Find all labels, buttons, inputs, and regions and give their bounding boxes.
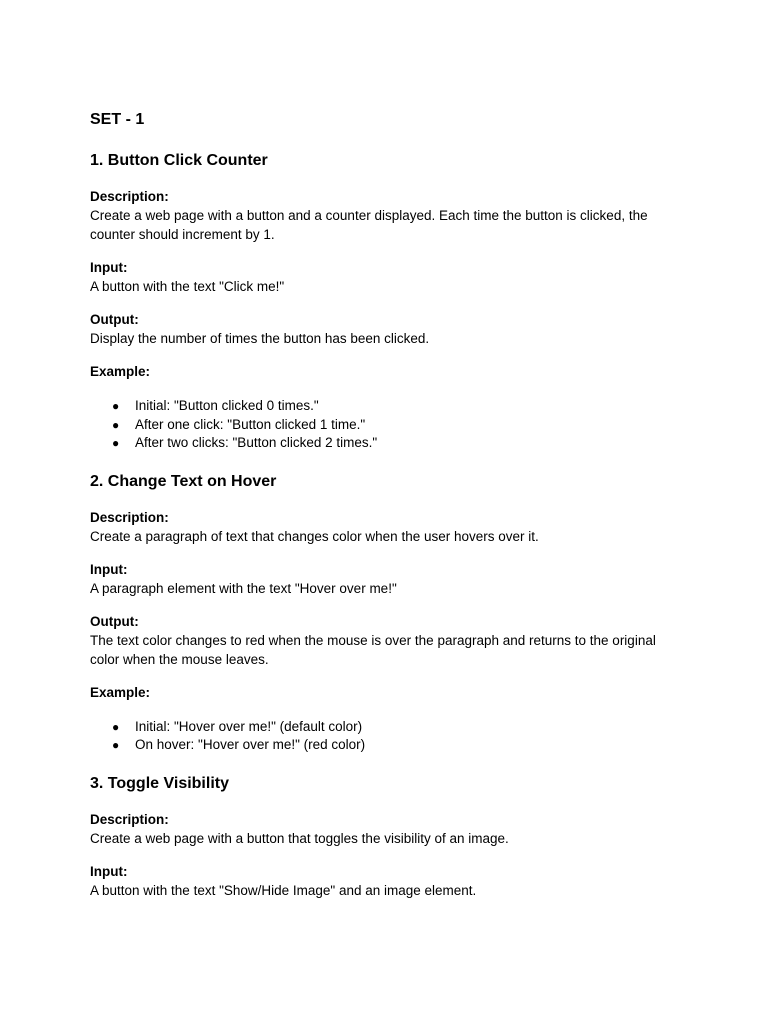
section-title: 3. Toggle Visibility	[90, 774, 229, 792]
section-title: 1. Button Click Counter	[90, 152, 268, 169]
output-text: Display the number of times the button has been clicked.	[90, 331, 430, 346]
input-text: A button with the text "Click me!"	[90, 279, 285, 294]
output-label: Output:	[90, 312, 139, 327]
section-title: 2. Change Text on Hover	[90, 472, 277, 490]
document-page	[90, 110, 680, 900]
output-text: The text color changes to red when the mouse is over the paragraph and returns to the original color when the mouse leaves.	[90, 632, 656, 667]
description-text: Create a web page with a button that toggles the visibility of an image.	[90, 830, 509, 846]
input-text: A button with the text "Show/Hide Image" and an image element.	[90, 882, 477, 898]
output-label: Output:	[90, 613, 139, 629]
bullet-icon: ●	[112, 417, 120, 432]
example-label: Example:	[90, 684, 151, 700]
bullet-icon: ●	[112, 719, 120, 734]
section-change-text-on-hover	[90, 472, 680, 755]
example-label: Example:	[90, 364, 151, 379]
example-list	[90, 718, 680, 755]
description-label: Description:	[90, 509, 169, 525]
input-label: Input:	[90, 561, 128, 577]
list-item: ● After one click: "Button clicked 1 time."	[90, 416, 680, 435]
section-toggle-visibility	[90, 774, 680, 900]
list-item: ● After two clicks: "Button clicked 2 times."	[90, 434, 680, 453]
list-item: ● Initial: "Button clicked 0 times."	[90, 397, 680, 416]
input-label: Input:	[90, 863, 128, 879]
bullet-icon: ●	[112, 436, 120, 450]
set-title: SET - 1	[90, 111, 145, 128]
description-text: Create a paragraph of text that changes color when the user hovers over it.	[90, 528, 539, 544]
bullet-icon: ●	[112, 738, 120, 752]
description-text: Create a web page with a button and a counter displayed. Each time the button is clicked, the counter should increment by 1.	[90, 208, 648, 242]
list-item: ● Initial: "Hover over me!" (default color)	[90, 718, 680, 737]
description-label: Description:	[90, 189, 169, 204]
bullet-icon: ●	[112, 399, 120, 413]
list-item: ● On hover: "Hover over me!" (red color)	[90, 736, 680, 755]
section-button-click-counter	[90, 151, 680, 453]
example-list	[90, 397, 680, 453]
input-text: A paragraph element with the text "Hover over me!"	[90, 580, 397, 596]
description-label: Description:	[90, 811, 169, 827]
input-label: Input:	[90, 260, 128, 275]
